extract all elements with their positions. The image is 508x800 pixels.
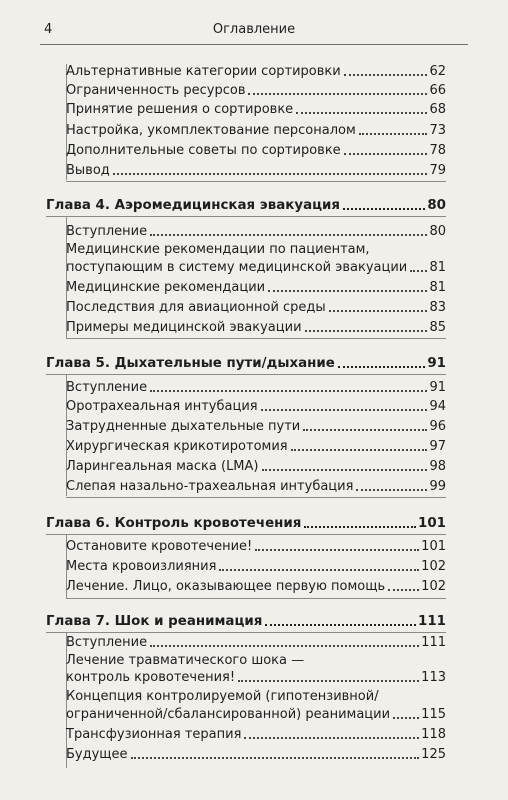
toc-divider — [46, 216, 446, 217]
toc-entry[interactable] — [66, 577, 446, 595]
toc-entry-page: 99 — [429, 479, 446, 494]
toc-entry-title: Места кровоизлияния — [66, 559, 217, 574]
leader-dots — [238, 680, 419, 682]
leader-dots — [359, 133, 428, 135]
leader-dots — [244, 737, 419, 739]
leader-dots — [291, 449, 428, 451]
toc-entry[interactable] — [66, 537, 446, 555]
leader-dots — [338, 366, 425, 368]
toc-entry-title: Ограниченность ресурсов — [66, 83, 246, 98]
toc-entry-page: 125 — [421, 747, 446, 762]
toc-entry-title: ограниченной/сбалансированной) реанимации — [66, 707, 391, 722]
toc-entry-page: 81 — [429, 260, 446, 275]
toc-chapter-7[interactable] — [46, 612, 446, 630]
leader-dots — [329, 310, 428, 312]
toc-entry[interactable] — [66, 121, 446, 139]
toc-entry-title: Лечение. Лицо, оказывающее первую помощь — [66, 579, 386, 594]
toc-entry-title-line: Медицинские рекомендации по пациентам, — [66, 242, 370, 257]
toc-entry-page: 83 — [429, 300, 446, 315]
toc-entry[interactable] — [66, 557, 446, 575]
leader-dots — [219, 569, 419, 571]
toc-entry[interactable] — [66, 81, 446, 99]
toc-entry-title: поступающим в систему медицинской эвакуации — [66, 260, 408, 275]
toc-entry-page: 113 — [421, 670, 446, 685]
leader-dots — [265, 624, 416, 626]
toc-entry-title: контроль кровотечения! — [66, 670, 236, 685]
toc-entry-title: Медицинские рекомендации — [66, 280, 266, 295]
leader-dots — [248, 93, 427, 95]
toc-entry-page: 94 — [429, 399, 446, 414]
toc-entry-title: Затрудненные дыхательные пути — [66, 419, 301, 434]
toc-entry-title: Оротрахеальная интубация — [66, 399, 258, 414]
leader-dots — [303, 429, 427, 431]
toc-entry[interactable] — [66, 705, 446, 723]
leader-dots — [131, 757, 420, 759]
leader-dots — [393, 717, 419, 719]
toc-entry[interactable] — [66, 457, 446, 475]
toc-entry-title: Настройка, укомплектование персоналом — [66, 123, 356, 138]
leader-dots — [296, 112, 427, 114]
page-number: 4 — [44, 22, 53, 37]
toc-entry[interactable] — [66, 161, 446, 179]
toc-entry-title: Хирургическая крикотиротомия — [66, 439, 288, 454]
toc-entry[interactable] — [66, 417, 446, 435]
leader-dots — [343, 208, 425, 210]
toc-entry-title: Вступление — [66, 380, 148, 395]
toc-entry[interactable] — [66, 477, 446, 495]
toc-entry-page: 62 — [429, 64, 446, 79]
toc-entry-title: Вывод — [66, 163, 110, 178]
toc-entry[interactable] — [66, 141, 446, 159]
toc-entry-title: Ларингеальная маска (LMA) — [66, 459, 259, 474]
leader-dots — [344, 74, 428, 76]
leader-dots — [388, 589, 419, 591]
leader-dots — [268, 290, 427, 292]
leader-dots — [150, 390, 427, 392]
leader-dots — [255, 549, 419, 551]
toc-entry[interactable] — [66, 298, 446, 316]
chapter-page: 111 — [418, 614, 446, 629]
toc-entry[interactable] — [66, 258, 446, 276]
toc-entry-page: 111 — [421, 635, 446, 650]
leader-dots — [344, 153, 428, 155]
toc-entry[interactable] — [66, 745, 446, 763]
leader-dots — [304, 526, 416, 528]
chapter-title: Глава 6. Контроль кровотечения — [46, 516, 302, 531]
toc-entry-page: 85 — [429, 320, 446, 335]
toc-entry-title-line: Лечение травматического шока — — [66, 653, 305, 668]
chapter-page: 91 — [427, 356, 446, 371]
toc-entry-page: 97 — [429, 439, 446, 454]
toc-entry-page: 80 — [429, 224, 446, 239]
toc-entry-title: Вступление — [66, 224, 148, 239]
toc-entry-page: 102 — [421, 579, 446, 594]
toc-entry-title: Будущее — [66, 747, 128, 762]
toc-entry[interactable] — [66, 725, 446, 743]
chapter-title: Глава 5. Дыхательные пути/дыхание — [46, 356, 335, 371]
toc-entry-page: 118 — [421, 727, 446, 742]
chapter-title: Глава 4. Аэромедицинская эвакуация — [46, 198, 341, 213]
toc-entry-page: 66 — [429, 83, 446, 98]
toc-entry-title: Остановите кровотечение! — [66, 539, 253, 554]
leader-dots — [150, 645, 419, 647]
chapter-page: 80 — [427, 198, 446, 213]
toc-entry-page: 78 — [429, 143, 446, 158]
toc-divider — [66, 181, 446, 182]
toc-entry-page: 101 — [421, 539, 446, 554]
toc-entry-page: 91 — [429, 380, 446, 395]
toc-entry[interactable] — [66, 378, 446, 396]
leader-dots — [262, 469, 428, 471]
toc-entry-page: 73 — [429, 123, 446, 138]
toc-entry[interactable] — [66, 318, 446, 336]
toc-entry[interactable] — [66, 633, 446, 651]
toc-entry[interactable] — [66, 278, 446, 296]
toc-entry-title-line: Концепция контролируемой (гипотензивной/ — [66, 689, 379, 704]
toc-entry-page: 68 — [429, 102, 446, 117]
toc-entry[interactable] — [66, 437, 446, 455]
toc-entry[interactable] — [66, 100, 446, 118]
toc-entry-page: 81 — [429, 280, 446, 295]
toc-entry-title: Последствия для авиационной среды — [66, 300, 326, 315]
toc-entry-title: Примеры медицинской эвакуации — [66, 320, 302, 335]
toc-entry-title: Альтернативные категории сортировки — [66, 64, 341, 79]
leader-dots — [356, 489, 427, 491]
toc-entry-title: Слепая назально-трахеальная интубация — [66, 479, 354, 494]
toc-chapter-5[interactable] — [46, 354, 446, 372]
toc-entry-page: 96 — [429, 419, 446, 434]
toc-entry-page: 98 — [429, 459, 446, 474]
chapter-title: Глава 7. Шок и реанимация — [46, 614, 263, 629]
toc-entry[interactable] — [66, 222, 446, 240]
toc-divider — [66, 497, 446, 498]
toc-divider — [66, 598, 446, 599]
running-title: Оглавление — [212, 22, 296, 37]
leader-dots — [261, 409, 428, 411]
leader-dots — [113, 173, 428, 175]
leader-dots — [305, 330, 428, 332]
toc-entry-title: Трансфузионная терапия — [66, 727, 242, 742]
toc-entry-page: 79 — [429, 163, 446, 178]
toc-divider — [66, 338, 446, 339]
toc-divider — [46, 534, 446, 535]
leader-dots — [410, 270, 427, 272]
toc-divider — [46, 374, 446, 375]
toc-entry-title: Дополнительные советы по сортировке — [66, 143, 341, 158]
toc-entry[interactable] — [66, 668, 446, 686]
toc-entry-title: Вступление — [66, 635, 148, 650]
toc-entry[interactable] — [66, 62, 446, 80]
chapter-page: 101 — [418, 516, 446, 531]
toc-chapter-4[interactable] — [46, 196, 446, 214]
toc-entry-page: 115 — [421, 707, 446, 722]
toc-entry-title: Принятие решения о сортировке — [66, 102, 294, 117]
toc-chapter-6[interactable] — [46, 514, 446, 532]
leader-dots — [150, 234, 427, 236]
toc-entry-page: 102 — [421, 559, 446, 574]
toc-entry[interactable] — [66, 397, 446, 415]
